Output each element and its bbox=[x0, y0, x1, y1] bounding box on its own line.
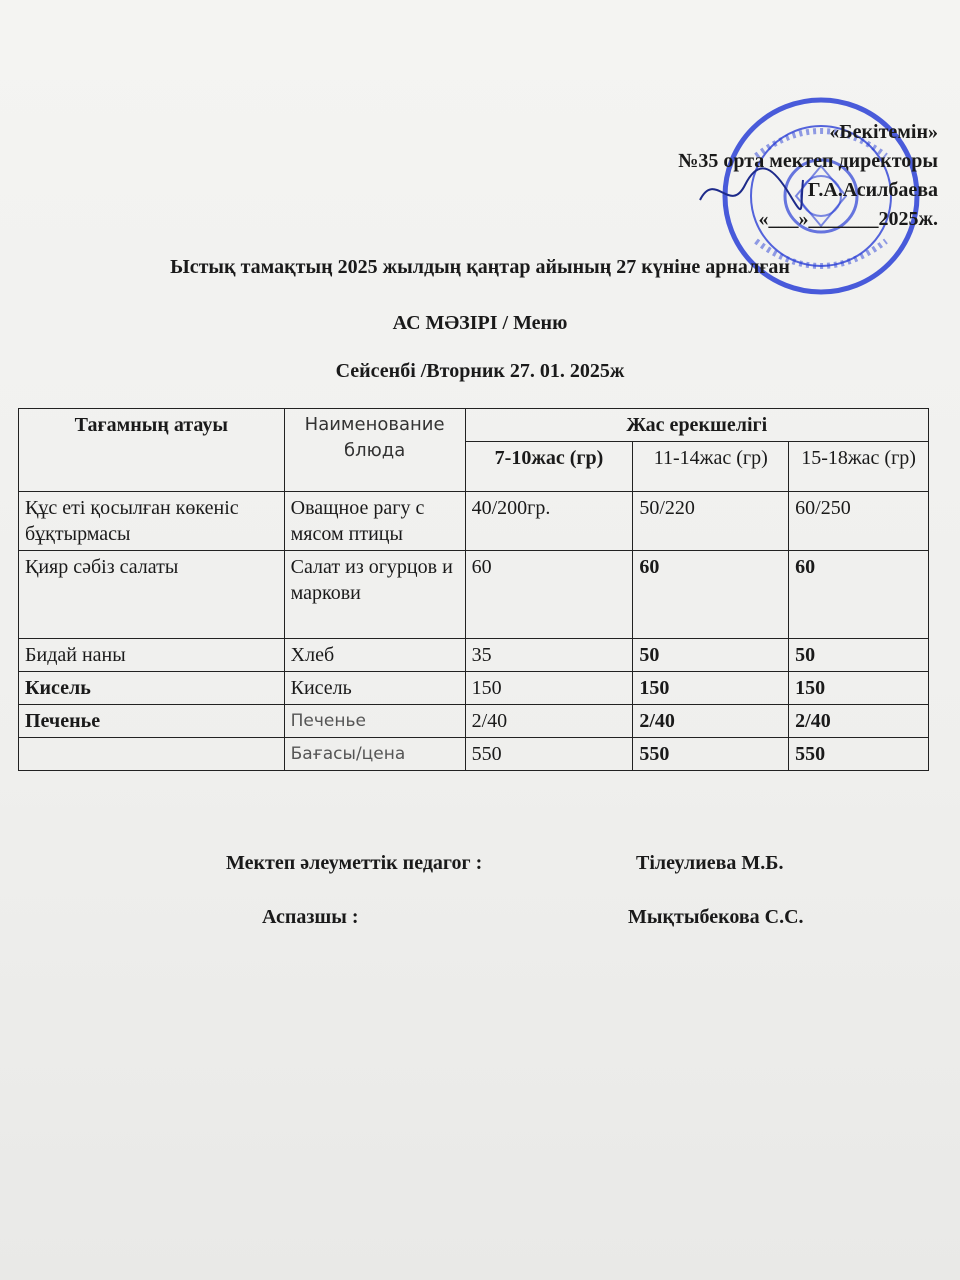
pedagog-name: Тілеулиева М.Б. bbox=[636, 852, 784, 874]
director-signature bbox=[695, 160, 805, 220]
header-age-7-10: 7-10жас (гр) bbox=[465, 442, 633, 492]
portion-15-18: 50 bbox=[789, 639, 929, 672]
dish-kz: Құс еті қосылған көкеніс бұқтырмасы bbox=[19, 492, 285, 551]
cook-label: Аспазшы : bbox=[262, 906, 359, 928]
header-age-group: Жас ерекшелігі bbox=[465, 409, 928, 442]
approval-director-title: №35 орта мектеп директоры bbox=[678, 150, 938, 172]
dish-ru: Печенье bbox=[284, 705, 465, 738]
table-row bbox=[19, 492, 929, 551]
table-row bbox=[19, 705, 929, 738]
portion-7-10: 35 bbox=[465, 639, 633, 672]
portion-7-10: 150 bbox=[465, 672, 633, 705]
portion-15-18: 150 bbox=[789, 672, 929, 705]
portion-15-18: 2/40 bbox=[789, 705, 929, 738]
price-15-18: 550 bbox=[789, 738, 929, 771]
dish-ru: Кисель bbox=[284, 672, 465, 705]
menu-table bbox=[18, 408, 929, 771]
dish-kz: Қияр сәбіз салаты bbox=[19, 551, 285, 639]
table-row bbox=[19, 551, 929, 639]
menu-title: АС МӘЗІРІ / Меню bbox=[392, 312, 568, 334]
pedagog-label: Мектеп әлеуметтік педагог : bbox=[226, 852, 483, 874]
portion-11-14: 60 bbox=[633, 551, 789, 639]
dish-ru: Оващное рагу с мясом птицы bbox=[284, 492, 465, 551]
portion-7-10: 60 bbox=[465, 551, 633, 639]
portion-11-14: 50 bbox=[633, 639, 789, 672]
cook-name: Мықтыбекова С.С. bbox=[628, 906, 804, 928]
header-dish-kz: Тағамның атауы bbox=[19, 409, 285, 492]
dish-kz: Печенье bbox=[19, 705, 285, 738]
approval-director-name: Г.А.Асилбаева bbox=[807, 179, 938, 201]
menu-date: Сейсенбі /Вторник 27. 01. 2025ж bbox=[335, 360, 625, 382]
approval-date: «___»_______2025ж. bbox=[758, 208, 938, 230]
header-age-11-14: 11-14жас (гр) bbox=[633, 442, 789, 492]
price-label: Бағасы/цена bbox=[284, 738, 465, 771]
portion-15-18: 60/250 bbox=[789, 492, 929, 551]
portion-11-14: 150 bbox=[633, 672, 789, 705]
approval-heading: «Бекітемін» bbox=[829, 121, 938, 143]
table-row bbox=[19, 639, 929, 672]
dish-ru: Хлеб bbox=[284, 639, 465, 672]
dish-kz: Кисель bbox=[19, 672, 285, 705]
dish-kz bbox=[19, 738, 285, 771]
portion-7-10: 2/40 bbox=[465, 705, 633, 738]
dish-ru: Салат из огурцов и маркови bbox=[284, 551, 465, 639]
portion-7-10: 40/200гр. bbox=[465, 492, 633, 551]
menu-title-line: Ыстық тамақтың 2025 жылдың қаңтар айының 27 күніне арналған bbox=[170, 256, 790, 278]
dish-kz: Бидай наны bbox=[19, 639, 285, 672]
header-age-15-18: 15-18жас (гр) bbox=[789, 442, 929, 492]
header-dish-ru: Наименование блюда bbox=[284, 409, 465, 492]
price-11-14: 550 bbox=[633, 738, 789, 771]
portion-11-14: 50/220 bbox=[633, 492, 789, 551]
portion-11-14: 2/40 bbox=[633, 705, 789, 738]
table-row bbox=[19, 672, 929, 705]
table-row bbox=[19, 738, 929, 771]
price-7-10: 550 bbox=[465, 738, 633, 771]
portion-15-18: 60 bbox=[789, 551, 929, 639]
